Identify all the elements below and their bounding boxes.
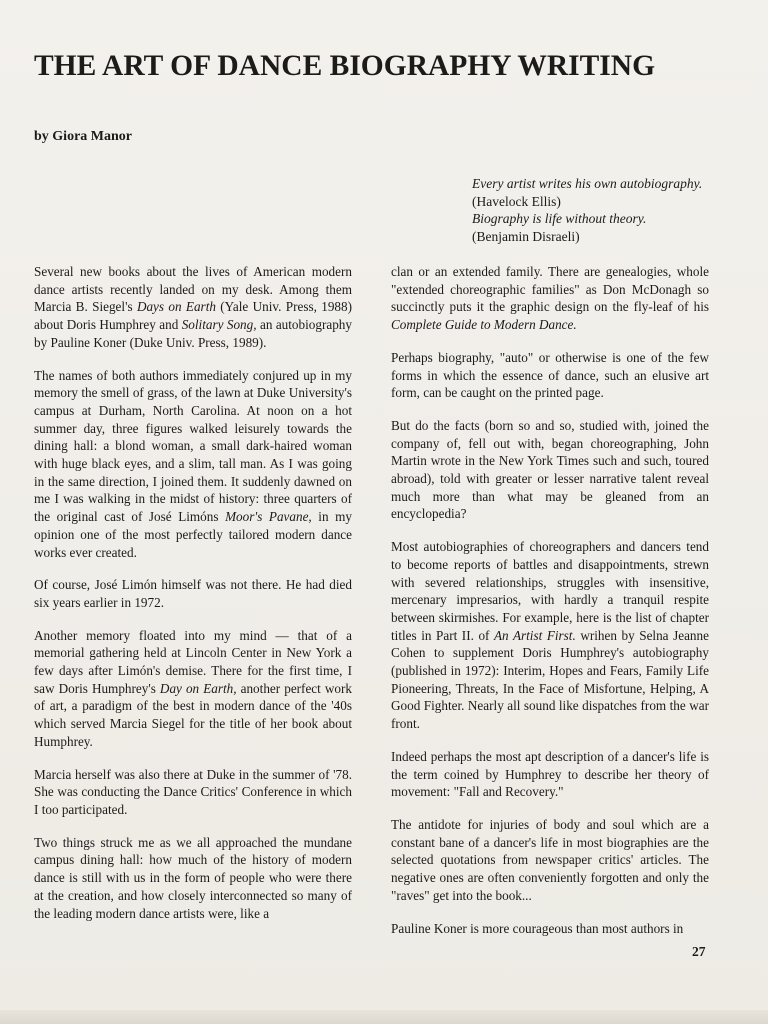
- body-paragraph: [391, 920, 709, 938]
- body-paragraph: [34, 367, 352, 562]
- body-paragraph: [34, 627, 352, 751]
- paragraph-text: an autobiography by Pauline Koner (Duke Univ. Press, 1989).: [34, 317, 352, 350]
- epigraph-block: [472, 175, 732, 245]
- italic-title: Days on Earth: [136, 299, 216, 315]
- body-column-left: [34, 263, 352, 937]
- paragraph-text: But do the facts (born so and so, studied with, joined the company of, fell out with, began choreographing, John Martin wrote in the New York Times such and such, toured abroad), told with greater or lesser narrative talent reveal much more than what may be gleaned from an encyclopedia?: [391, 417, 709, 522]
- body-paragraph: [391, 349, 709, 402]
- body-paragraph: [34, 263, 352, 352]
- body-paragraph: [391, 748, 709, 801]
- byline: by Giora Manor: [34, 129, 132, 144]
- paragraph-text: Of course, José Limón himself was not there. He had died six years earlier in 1972.: [34, 577, 352, 610]
- paragraph-text: in my opinion one of the most perfectly tailored modern dance works ever created.: [34, 509, 352, 560]
- italic-title: Day on Earth,: [159, 680, 237, 696]
- paragraph-text: Marcia herself was also there at Duke in the summer of '78. She was conducting the Dance Critics' Conference in which I too participated.: [34, 766, 352, 817]
- body-paragraph: [34, 834, 352, 923]
- epigraph-attribution: (Havelock Ellis): [472, 193, 561, 209]
- paragraph-text: Pauline Koner is more courageous than most authors in: [391, 920, 684, 936]
- paragraph-text: Indeed perhaps the most apt description of a dancer's life is the term coined by Humphrey to describe her theory of movement: "Fall and Recovery.": [391, 748, 709, 800]
- italic-title: Complete Guide to Modern Dance.: [391, 317, 577, 333]
- scan-edge: [0, 1010, 768, 1024]
- body-paragraph: [391, 263, 709, 334]
- paragraph-text: clan or an extended family. There are genealogies, whole "extended choreographic families" as Don McDonagh so succinctly puts it the graphic design on the fly-leaf of his: [391, 264, 709, 315]
- paragraph-text: Another memory floated into my mind — that of a memorial gathering held at Lincoln Center in New York a few days after Limón's demise. There for the first time, I saw Doris Humphrey's: [34, 627, 352, 696]
- paragraph-text: Perhaps biography, "auto" or otherwise is one of the few forms in which the essence of dance, such an elusive art form, can be caught on the printed page.: [391, 349, 709, 401]
- paragraph-text: The names of both authors immediately conjured up in my memory the smell of grass, of the lawn at Duke University's campus at Durham, North Carolina. At noon on a hot summer day, three figures walked leisurely towards the dining hall: a blond woman, a small dark-haired woman with huge black eyes, and a slim, tall man. As I was going in the same direction, I joined them. It suddenly dawned on me I was walking in the midst of history: three quarters of the original cast of José Limóns: [34, 367, 352, 525]
- paragraph-text: another perfect work of art, a paradigm of the best in modern dance of the '40s which served Marcia Siegel for the title of her book about Humphrey.: [34, 680, 352, 749]
- body-paragraph: [391, 538, 709, 733]
- paragraph-text: Most autobiographies of choreographers and dancers tend to become reports of battles and disappointments, strewn with severed relationships, struggles with insensitive, mercenary impresarios, with hardly a tranquil respite between skirmishes. For example, here is the list of chapter titles in Part II. of: [391, 539, 709, 643]
- paragraph-text: (Yale Univ. Press, 1988) about Doris Humphrey and: [34, 299, 352, 333]
- body-paragraph: [391, 417, 709, 523]
- paragraph-text: Two things struck me as we all approached the mundane campus dining hall: how much of the history of modern dance is still with us in the form of people who were there at the creation, and how closely interconnected so many of the leading modern dance artists were, like a: [34, 834, 352, 921]
- body-column-right: [391, 263, 709, 952]
- italic-title: Moor's Pavane,: [225, 509, 312, 525]
- paragraph-text: Several new books about the lives of American modern dance artists recently landed on my desk. Among them Marcia B. Siegel's: [34, 264, 352, 315]
- epigraph-quote: Biography is life without theory.: [472, 211, 647, 226]
- paragraph-text: wrihen by Selna Jeanne Cohen to supplement Doris Humphrey's autobiography (published in 1972): Interim, Hopes and Fears, Family Life Pioneering, Threats, In the Face of Misfortune, Helping, A Good Fighter. Nearly all sound like dispatches from the war front.: [391, 627, 709, 732]
- epigraph-attribution: (Benjamin Disraeli): [472, 228, 580, 244]
- body-paragraph: [391, 816, 709, 905]
- italic-title: Solitary Song,: [181, 317, 257, 333]
- body-paragraph: [34, 576, 352, 611]
- body-paragraph: [34, 766, 352, 819]
- article-title: THE ART OF DANCE BIOGRAPHY WRITING: [34, 50, 656, 82]
- paragraph-text: The antidote for injuries of body and soul which are a constant bane of a dancer's life in most biographies are the selected quotations from newspaper critics' articles. The negative ones are often conveniently forgotten and only the "raves" get into the book...: [391, 816, 709, 903]
- italic-title: An Artist First.: [493, 627, 576, 643]
- page-number: 27: [692, 944, 706, 959]
- epigraph-quote: Every artist writes his own autobiography.: [472, 176, 703, 191]
